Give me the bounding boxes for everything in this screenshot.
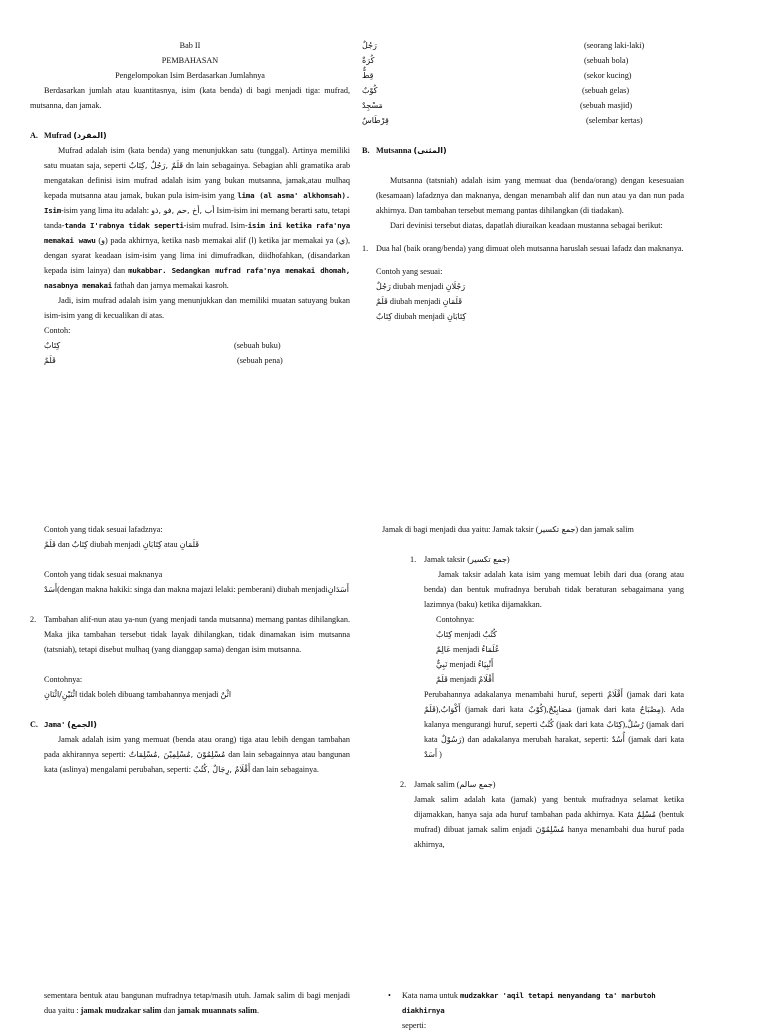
mufrad-paragraph-2: Jadi, isim mufrad adalah isim yang menunjukkan dan memiliki muatan satuyang bukan isim-isim yang di kecualikan di atas.: [44, 296, 350, 320]
transform-from: قَلَمٌ: [436, 675, 448, 684]
transform-to: كُتُبٌ: [482, 630, 497, 639]
arabic-word: كِتَابٌ: [606, 720, 623, 729]
text-run: (bentuk mufrad) dibuat jamak salim enjadi: [414, 810, 685, 834]
text-run: Kata nama untuk: [402, 991, 458, 1000]
page-6: [362, 988, 684, 1033]
text-run: ): [439, 750, 442, 759]
nonmatching-form-example: [44, 537, 350, 552]
mufrad-text-e: -isim mufrad. Isim-: [183, 221, 248, 230]
example-arabic: كُوْبٌ: [362, 86, 378, 95]
transform-from: رَجُلٌ: [376, 282, 391, 291]
mutsanna-rule-2: [30, 612, 350, 657]
highlighted-phrase: mudzakkar 'aqil tetapi menyandang ta' marbutoh diakhirnya: [402, 991, 656, 1015]
example-arabic: كِتَابٌ: [71, 540, 88, 549]
arabic-word: أَكْوَابٌ: [440, 705, 461, 714]
nonmatching-form-label: Contoh yang tidak sesuai lafadznya:: [44, 525, 163, 534]
mufrad-highlight-2: tanda I'rabnya tidak seperti: [64, 221, 184, 230]
term-muannats-salim: jamak muannats salim: [177, 1006, 257, 1015]
example-meaning: (sebuah masjid): [580, 101, 633, 110]
text-run: (jamak dari kata: [626, 690, 684, 699]
transform-to: أَقْلَامٌ: [478, 675, 495, 684]
intro-paragraph: Berdasarkan jumlah atau kuantitasnya, isim (kata benda) di bagi menjadi tiga: mufrad, mutsanna, dan jamak.: [30, 86, 350, 110]
transform-row: [436, 657, 684, 672]
mutsanna-rule-1: [362, 241, 684, 256]
intro-arabic: جمع تكسير: [538, 525, 576, 534]
example-arabic: قَلَمٌ: [44, 540, 56, 549]
taksir-title: Jamak taksir (: [424, 555, 470, 564]
jama-heading-number: C.: [30, 720, 38, 729]
transform-row: [376, 309, 684, 324]
transform-row: [436, 672, 684, 687]
mutsanna-heading-number: B.: [362, 146, 370, 155]
text-run: Perubahannya adakalanya menambahi huruf, seperti: [424, 690, 604, 699]
example-meaning: (sebuah pena): [237, 356, 283, 365]
salim-heading: [400, 777, 684, 792]
mufrad-arabic-examples: قَلَمٌ ,رَجُلٌ ,كِتَابٌ: [128, 161, 184, 170]
arabic-word: أَسَدٌ: [424, 750, 438, 759]
mutsanna-paragraph-1: Mutsanna (tatsniah) adalah isim yang memuat dua (benda/orang) dengan kesesuaian (kesamaan) lafadznya dan maknanya, dengan menambah alif dan nun atau ya dan nun pada akhirnya. Dan tambahan tersebut memang pantas dihilangkan (di tiadakan).: [376, 176, 684, 215]
mutsanna-paragraph-2: Dari devinisi tersebut diatas, dapatlah diuraikan keadaan mustanna sebagai berikut:: [390, 221, 663, 230]
example-row: [362, 83, 684, 98]
rule-text: Tambahan alif-nun atau ya-nun (yang menjadi tanda mutsanna) memang pantas dihilangkan. Maka jika tambahan tersebut tidak layak dihilangkan, tidak dinamakan isim mutsanna (tatsniah), tetapi disebut mulhaq (yang dianggap sama) dengan isim mutsanna.: [44, 615, 350, 654]
mufrad-paragraph-1: [44, 143, 350, 293]
transform-to: أَنْبِيَاءُ: [477, 660, 494, 669]
example-arabic: قِطٌّ: [362, 71, 374, 80]
jama-heading: [30, 717, 350, 732]
example-arabic: اثْنَيْنِ/اثْنَانِ: [44, 690, 78, 699]
example-row: [362, 68, 684, 83]
salim-division-paragraph: [44, 988, 350, 1018]
text-run: ) dan adakalanya merubah harakat, seperti:: [461, 735, 609, 744]
transform-verb: diubah menjadi: [394, 312, 445, 321]
example-arabic: كِتَابٌ: [44, 341, 61, 350]
mufrad-highlight-4: mukabbar. Sedangkan mufrad rafa'nya memakai dhomah, nasabnya memakai: [44, 266, 350, 290]
arabic-word: مُسْلِمُوْنَ: [535, 825, 565, 834]
list-number: 1.: [410, 555, 417, 564]
section-title: PEMBAHASAN: [161, 56, 219, 65]
text-run: (jamak dari kata: [424, 720, 685, 744]
mufrad-highlight-3: isim ini ketika rafa'nya memakai wawu: [44, 221, 350, 245]
jama-division-intro: [362, 522, 684, 537]
list-number: 2.: [400, 780, 407, 789]
mufrad-heading-arabic: (المفرد): [73, 131, 107, 140]
example-arabic: رَجُلٌ: [362, 41, 377, 50]
jama-arabic-taksir: أَقْلَامٌ ,رِجَالٌ ,كُتُبٌ: [193, 765, 251, 774]
rule-number: 1.: [362, 244, 369, 253]
conjunction: dan: [163, 1006, 176, 1015]
example-meaning: (sebuah bola): [584, 56, 629, 65]
example-label: Contohnya:: [44, 675, 83, 684]
page-1: [30, 38, 350, 368]
page-4: [362, 522, 684, 852]
transform-verb: diubah menjadi: [89, 540, 141, 549]
example-arabic: كُرَةٌ: [362, 56, 375, 65]
example-row: [362, 38, 684, 53]
transform-row: [436, 627, 684, 642]
mufrad-text-d: Isim-isim ini memang berarti satu, tetapi tanda-: [44, 206, 351, 230]
example-meaning: (sebuah buku): [234, 341, 281, 350]
example-arabic: قِرْطَاسٌ: [362, 116, 389, 125]
transform-from: نَبِيٌّ: [436, 660, 448, 669]
chapter-title: Bab II: [179, 41, 201, 50]
example-explanation: (dengan makna hakiki: singa dan makna majazi lelaki: pemberani) diubah menjadi: [57, 585, 328, 594]
jama-arabic-salim: مُسْلِمُوْنَ ,مُسْلِمِيْنَ ,مُسْلِمَاتٌ: [128, 750, 226, 759]
taksir-title-end: ): [506, 555, 510, 564]
transform-row: [376, 279, 684, 294]
jama-heading-arabic: (الجمع): [67, 720, 97, 729]
arabic-word: مَصَابِيْحُ: [548, 705, 572, 714]
intro-text-b: ) dan jamak salim: [575, 525, 634, 534]
arabic-word: أُسُدٌ: [611, 735, 625, 744]
transform-row: [376, 294, 684, 309]
arabic-word: قَلَمٌ: [424, 705, 436, 714]
mulhaq-example: [44, 687, 350, 702]
example-meaning: (seorang laki-laki): [584, 41, 645, 50]
text-run: (jamak dari kata: [628, 735, 685, 744]
example-label: Contohnya:: [436, 615, 475, 624]
arabic-word: كُوْبٌ: [528, 705, 544, 714]
jama-heading-title: Jama': [44, 720, 66, 729]
mufrad-arabic-five-nouns: أب ,أخ ,حم ,فو ,ذو: [151, 206, 215, 215]
mufrad-highlight-1: lima (al asma' alkhomsah). Isim: [44, 191, 350, 215]
transform-verb: menjadi: [449, 675, 477, 684]
text-run: (jamak dari kata: [465, 705, 524, 714]
jama-text-c: dan lain sebagainya.: [252, 765, 319, 774]
example-arabic: أَسَدٌ: [44, 585, 58, 594]
arabic-word: رُسُلٌ: [627, 720, 644, 729]
text-run: ),: [622, 720, 628, 729]
transform-from: كِتَابٌ: [436, 630, 453, 639]
text-run: seperti:: [402, 1021, 427, 1030]
page-2: [362, 38, 684, 324]
text-run: Jamak salim adalah kata (jamak) yang bentuk mufradnya selamat ketika dijamakkan, hanya saja ada huruf tambahan pada akhirnya. Kata: [414, 795, 684, 819]
example-row: [44, 338, 350, 353]
mufrad-text-b: dn lain sebagainya. Sebagian ahli gramatika arab mengatakan definisi isim mufrad adalah isim yang bukan mutsanna, jamak,atau mulhaq kepada mutsanna atau jamak, bukan pula isim-isim yang: [44, 161, 351, 200]
text-run: ),: [435, 705, 441, 714]
transform-verb: menjadi: [449, 660, 476, 669]
example-arabic: كِتَابَانِ: [142, 540, 162, 549]
jama-text-a: Jamak adalah isim yang memuat (benda atau orang) tiga atau lebih dengan tambahan pada akhirannya seperti:: [44, 735, 350, 759]
nonmatching-meaning-label: Contoh yang tidak sesuai maknanya: [44, 570, 163, 579]
mufrad-text-f: (و) pada akhirnya, ketika nasb memakai alif (ا) ketika jar memakai ya (ي), dengan syarat keadaan isim-isim yang lima ini dimufradkan, diidhofahkan, (disandarkan kepada isim lainya) dan: [44, 236, 351, 275]
text-run: (jamak dari kata: [576, 705, 636, 714]
salim-title: Jamak salim (: [414, 780, 460, 789]
text-run: ). Ada kalanya mengurangi huruf, seperti: [424, 705, 684, 729]
conjunction: atau: [163, 540, 178, 549]
transform-from: كِتَابٌ: [376, 312, 393, 321]
example-row: [362, 113, 684, 128]
rule-text: Dua hal (baik orang/benda) yang dimuat oleh mutsanna haruslah sesuai lafadz dan maknanya.: [376, 244, 684, 253]
transform-to: عُلَمَاءُ: [481, 645, 500, 654]
example-explanation: tidak boleh dibuang tambahannya menjadi: [79, 690, 219, 699]
taksir-title-arabic: جمع تكسير: [469, 555, 507, 564]
mutsanna-heading-arabic: (المثنى): [413, 146, 447, 155]
intro-text-a: Jamak di bagi menjadi dua yaitu: Jamak taksir (: [382, 525, 539, 534]
mutsanna-heading: [362, 143, 684, 158]
arabic-word: مِصْبَاحٌ: [639, 705, 661, 714]
nonmatching-meaning-example: [44, 582, 350, 597]
transform-verb: menjadi: [453, 645, 480, 654]
text-run: hanya menambahi dua huruf pada akhirnya,: [414, 825, 685, 849]
transform-to: قَلَمَانِ: [442, 297, 463, 306]
mufrad-example-label: Contoh:: [44, 326, 71, 335]
bullet-icon: •: [388, 991, 391, 1000]
arabic-word: رَسُوْلٌ: [440, 735, 462, 744]
example-meaning: (sebuah gelas): [582, 86, 630, 95]
text-run: ),: [543, 705, 549, 714]
salim-title-end: ): [492, 780, 496, 789]
transform-row: [436, 642, 684, 657]
example-arabic: اثْنٌ: [220, 690, 232, 699]
transform-to: رَجُلَانِ: [445, 282, 466, 291]
example-arabic: مَسْجِدٌ: [362, 101, 383, 110]
conjunction: dan: [57, 540, 70, 549]
jama-paragraph: [44, 732, 350, 777]
salim-title-arabic: جمع سالم: [459, 780, 493, 789]
page-5: [30, 988, 350, 1018]
rule-number: 2.: [30, 615, 37, 624]
mufrad-text-c: -isim yang lima itu adalah:: [61, 206, 149, 215]
mutsanna-heading-title: Mutsanna: [376, 146, 412, 155]
mufrad-text-g: fathah dan jarnya memakai kasroh.: [114, 281, 229, 290]
mufrad-heading: [30, 128, 350, 143]
taksir-heading: [410, 552, 684, 567]
transform-verb: diubah menjadi: [392, 282, 444, 291]
transform-verb: menjadi: [454, 630, 481, 639]
arabic-word: مُسْلِمٌ: [636, 810, 656, 819]
mufrad-heading-number: A.: [30, 131, 38, 140]
chapter-subtitle: Pengelompokan Isim Berdasarkan Jumlahnya: [115, 71, 265, 80]
text-run: sementara bentuk atau bangunan mufradnya tetap/masih utuh. Jamak salim di bagi menjadi dua yaitu :: [44, 991, 350, 1015]
transform-to: كِتَابَانِ: [447, 312, 467, 321]
arabic-word: أَقْلَامٌ: [607, 690, 623, 699]
example-row: [362, 98, 684, 113]
example-row: [362, 53, 684, 68]
matching-example-label: Contoh yang sesuai:: [376, 267, 443, 276]
mufrad-heading-title: Mufrad: [44, 131, 72, 140]
transform-verb: diubah menjadi: [389, 297, 441, 306]
text-run: .: [256, 1006, 260, 1015]
text-run: (jaak dari kata: [556, 720, 604, 729]
transform-from: عَالِمٌ: [436, 645, 451, 654]
example-meaning: (sekor kucing): [584, 71, 632, 80]
transform-from: قَلَمٌ: [376, 297, 388, 306]
jama-text-b: dan lain sebagainnya atau bangunan kata (aslinya) mengalami perubahan, seperti:: [44, 750, 350, 774]
example-arabic: قَلَمَانِ: [179, 540, 200, 549]
page-3: [30, 522, 350, 777]
salim-definition: [414, 792, 684, 852]
bullet-item: [388, 988, 684, 1018]
mufrad-text-a: Mufrad adalah isim (kata benda) yang menunjukkan satu (tunggal). Artinya memiliki satu muatan saja, seperti: [44, 146, 350, 170]
example-arabic: أَسَدَانِ: [327, 585, 349, 594]
taksir-changes-paragraph: [424, 687, 684, 762]
taksir-definition: Jamak taksir adalah kata isim yang memuat lebih dari dua (orang atau benda) dan bentuk mufradnya berubah tidak beraturan sebagaimana yang lazimnya (baku) ketika dijamakkan.: [424, 570, 684, 609]
example-meaning: (selembar kertas): [586, 116, 643, 125]
arabic-word: كُتُبٌ: [539, 720, 554, 729]
term-mudzakar-salim: jamak mudzakar salim: [80, 1006, 162, 1015]
example-arabic: قَلَمٌ: [44, 356, 56, 365]
example-row: [44, 353, 350, 368]
